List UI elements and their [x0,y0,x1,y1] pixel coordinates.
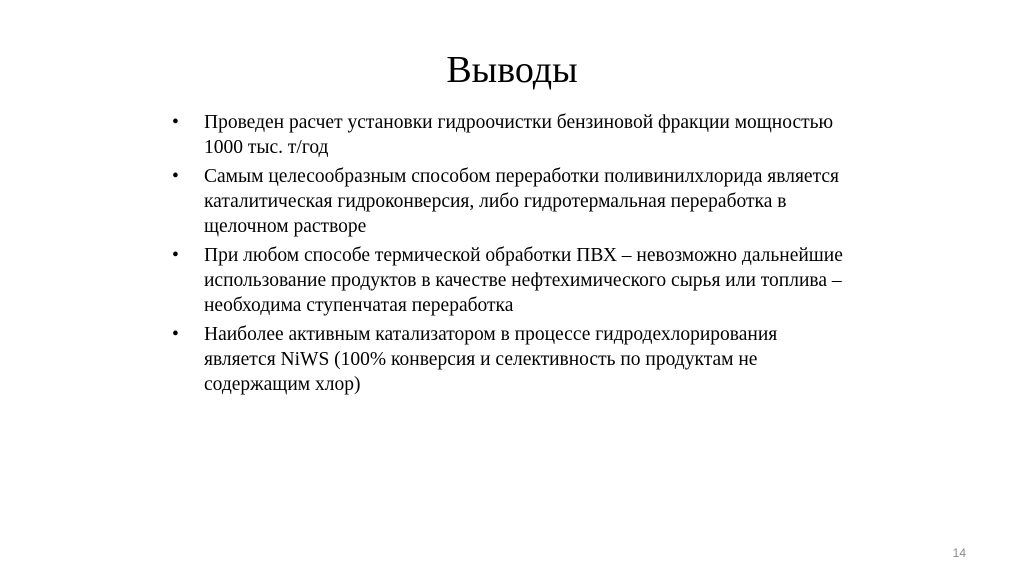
bullet-dot-icon: • [172,112,179,133]
bullet-dot-icon: • [172,166,179,187]
bullet-item [172,164,852,239]
page-number: 14 [952,546,966,560]
bullet-item [172,243,852,318]
slide-title: Выводы [446,49,578,91]
bullet-dot-icon: • [172,245,179,266]
bullet-text: При любом способе термической обработки ПВХ – невозможно дальнейшие использование продуктов в качестве нефтехимического сырья или топлива – необходима ступенчатая переработка [204,245,843,316]
bullet-text: Самым целесообразным способом переработки поливинилхлорида является каталитическая гидроконверсия, либо гидротермальная переработка в щелочном растворе [204,166,839,237]
bullet-text: Наиболее активным катализатором в процессе гидродехлорирования является NiWS (100% конверсия и селективность по продуктам не содержащим хлор) [204,324,778,395]
bullet-item [172,110,852,160]
bullet-dot-icon: • [172,324,179,345]
bullet-list [172,110,852,401]
bullet-item [172,322,852,397]
bullet-text: Проведен расчет установки гидроочистки бензиновой фракции мощностью 1000 тыс. т/год [204,112,834,158]
